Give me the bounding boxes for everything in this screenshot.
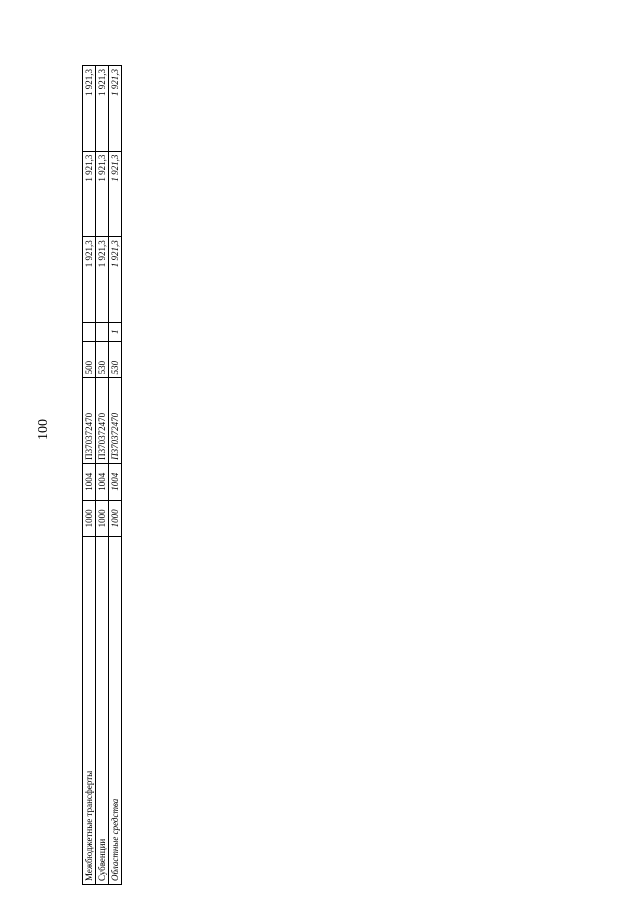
cell-sum3: 1 921,3: [96, 66, 109, 152]
cell-vr: 500: [83, 341, 96, 378]
cell-flag: [83, 322, 96, 341]
cell-sum1: 1 921,3: [83, 237, 96, 323]
cell-sum1: 1 921,3: [109, 237, 122, 323]
rotated-table-container: [82, 65, 602, 885]
cell-sum2: 1 921,3: [96, 151, 109, 237]
cell-sum1: 1 921,3: [96, 237, 109, 323]
cell-pr: 1004: [109, 463, 122, 500]
cell-sum3: 1 921,3: [83, 66, 96, 152]
cell-rz: 1000: [109, 500, 122, 537]
cell-name: Областные средства: [109, 537, 122, 885]
cell-sum2: 1 921,3: [83, 151, 96, 237]
table-body: [83, 66, 122, 885]
table-row: [109, 66, 122, 885]
cell-rz: 1000: [96, 500, 109, 537]
cell-target: П370372470: [109, 378, 122, 464]
cell-flag: [96, 322, 109, 341]
cell-name: Межбюджетные трансферты: [83, 537, 96, 885]
cell-target: П370372470: [96, 378, 109, 464]
cell-sum2: 1 921,3: [109, 151, 122, 237]
budget-table: [82, 65, 122, 885]
cell-rz: 1000: [83, 500, 96, 537]
cell-pr: 1004: [83, 463, 96, 500]
table-row: [96, 66, 109, 885]
cell-pr: 1004: [96, 463, 109, 500]
cell-vr: 530: [109, 341, 122, 378]
cell-name: Субвенции: [96, 537, 109, 885]
page-number: 100: [36, 419, 51, 440]
cell-target: П370372470: [83, 378, 96, 464]
cell-flag: 1: [109, 322, 122, 341]
cell-sum3: 1 921,3: [109, 66, 122, 152]
cell-vr: 530: [96, 341, 109, 378]
table-row: [83, 66, 96, 885]
